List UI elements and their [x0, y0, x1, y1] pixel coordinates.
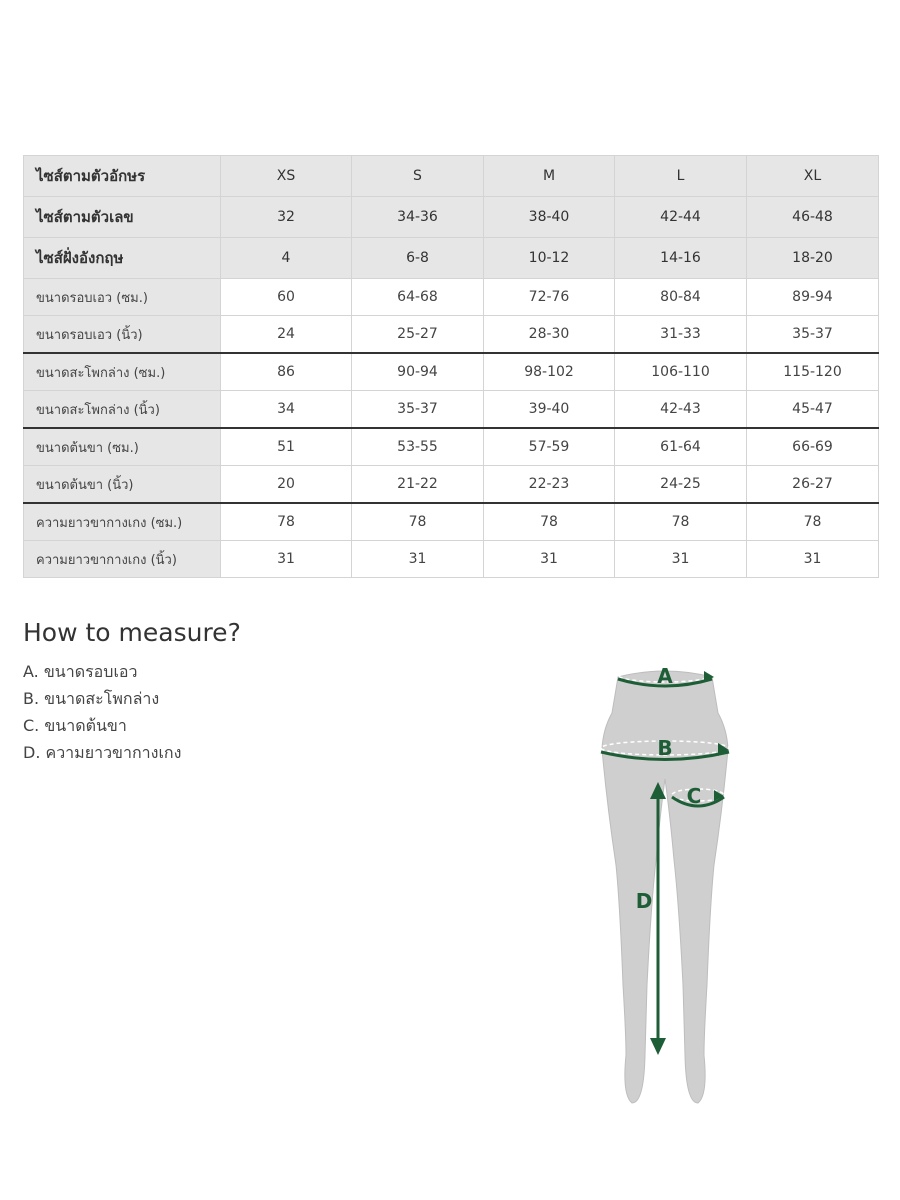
table-row	[24, 466, 879, 504]
size-chart-table	[23, 155, 879, 578]
size-cell: XL	[747, 156, 879, 197]
label-d: D	[635, 889, 653, 913]
table-row	[24, 391, 879, 429]
value-cell: 80-84	[615, 279, 747, 316]
size-cell: 6-8	[352, 238, 484, 279]
legs-measurement-diagram	[590, 655, 740, 1105]
row-label: ไซส์ตามตัวอักษร	[24, 156, 221, 197]
value-cell: 31	[747, 541, 879, 578]
value-cell: 66-69	[747, 428, 879, 466]
value-cell: 45-47	[747, 391, 879, 429]
size-cell: 32	[221, 197, 352, 238]
value-cell: 22-23	[484, 466, 615, 504]
row-label: ขนาดต้นขา (ซม.)	[24, 428, 221, 466]
size-cell: 18-20	[747, 238, 879, 279]
size-letter-row	[24, 156, 879, 197]
table-row	[24, 316, 879, 354]
row-label: ขนาดต้นขา (นิ้ว)	[24, 466, 221, 504]
value-cell: 78	[484, 503, 615, 541]
row-label: ขนาดสะโพกล่าง (นิ้ว)	[24, 391, 221, 429]
size-cell: 38-40	[484, 197, 615, 238]
value-cell: 78	[747, 503, 879, 541]
label-c: C	[686, 784, 702, 808]
table-row	[24, 353, 879, 391]
table-row	[24, 428, 879, 466]
size-cell: S	[352, 156, 484, 197]
value-cell: 25-27	[352, 316, 484, 354]
size-cell: 42-44	[615, 197, 747, 238]
value-cell: 78	[615, 503, 747, 541]
size-cell: 46-48	[747, 197, 879, 238]
row-label: ขนาดรอบเอว (นิ้ว)	[24, 316, 221, 354]
size-number-row	[24, 197, 879, 238]
how-to-measure-title: How to measure?	[23, 618, 241, 647]
label-a: A	[657, 664, 673, 688]
value-cell: 31	[352, 541, 484, 578]
value-cell: 24-25	[615, 466, 747, 504]
size-cell: M	[484, 156, 615, 197]
size-cell: 10-12	[484, 238, 615, 279]
value-cell: 51	[221, 428, 352, 466]
value-cell: 20	[221, 466, 352, 504]
size-cell: 4	[221, 238, 352, 279]
row-label: ไซส์ตามตัวเลข	[24, 197, 221, 238]
size-cell: L	[615, 156, 747, 197]
list-item: B. ขนาดสะโพกล่าง	[23, 689, 160, 708]
value-cell: 57-59	[484, 428, 615, 466]
value-cell: 53-55	[352, 428, 484, 466]
table-row	[24, 541, 879, 578]
size-cell: XS	[221, 156, 352, 197]
row-label: ขนาดรอบเอว (ซม.)	[24, 279, 221, 316]
row-label: ความยาวขากางเกง (ซม.)	[24, 503, 221, 541]
value-cell: 21-22	[352, 466, 484, 504]
value-cell: 106-110	[615, 353, 747, 391]
list-item: A. ขนาดรอบเอว	[23, 662, 138, 681]
value-cell: 98-102	[484, 353, 615, 391]
value-cell: 31-33	[615, 316, 747, 354]
size-cell: 14-16	[615, 238, 747, 279]
value-cell: 31	[484, 541, 615, 578]
value-cell: 78	[221, 503, 352, 541]
value-cell: 115-120	[747, 353, 879, 391]
value-cell: 35-37	[747, 316, 879, 354]
value-cell: 39-40	[484, 391, 615, 429]
value-cell: 31	[615, 541, 747, 578]
value-cell: 64-68	[352, 279, 484, 316]
value-cell: 42-43	[615, 391, 747, 429]
row-label: ความยาวขากางเกง (นิ้ว)	[24, 541, 221, 578]
label-b: B	[657, 736, 673, 760]
value-cell: 34	[221, 391, 352, 429]
value-cell: 26-27	[747, 466, 879, 504]
row-label: ไซส์ฝั่งอังกฤษ	[24, 238, 221, 279]
value-cell: 24	[221, 316, 352, 354]
table-row	[24, 503, 879, 541]
arrow-down-icon	[650, 1038, 666, 1055]
value-cell: 60	[221, 279, 352, 316]
value-cell: 31	[221, 541, 352, 578]
value-cell: 61-64	[615, 428, 747, 466]
value-cell: 28-30	[484, 316, 615, 354]
value-cell: 78	[352, 503, 484, 541]
value-cell: 86	[221, 353, 352, 391]
list-item: C. ขนาดต้นขา	[23, 716, 127, 735]
value-cell: 72-76	[484, 279, 615, 316]
how-to-measure-list	[23, 658, 181, 766]
value-cell: 35-37	[352, 391, 484, 429]
size-cell: 34-36	[352, 197, 484, 238]
value-cell: 89-94	[747, 279, 879, 316]
list-item: D. ความยาวขากางเกง	[23, 743, 182, 762]
size-uk-row	[24, 238, 879, 279]
table-row	[24, 279, 879, 316]
row-label: ขนาดสะโพกล่าง (ซม.)	[24, 353, 221, 391]
value-cell: 90-94	[352, 353, 484, 391]
